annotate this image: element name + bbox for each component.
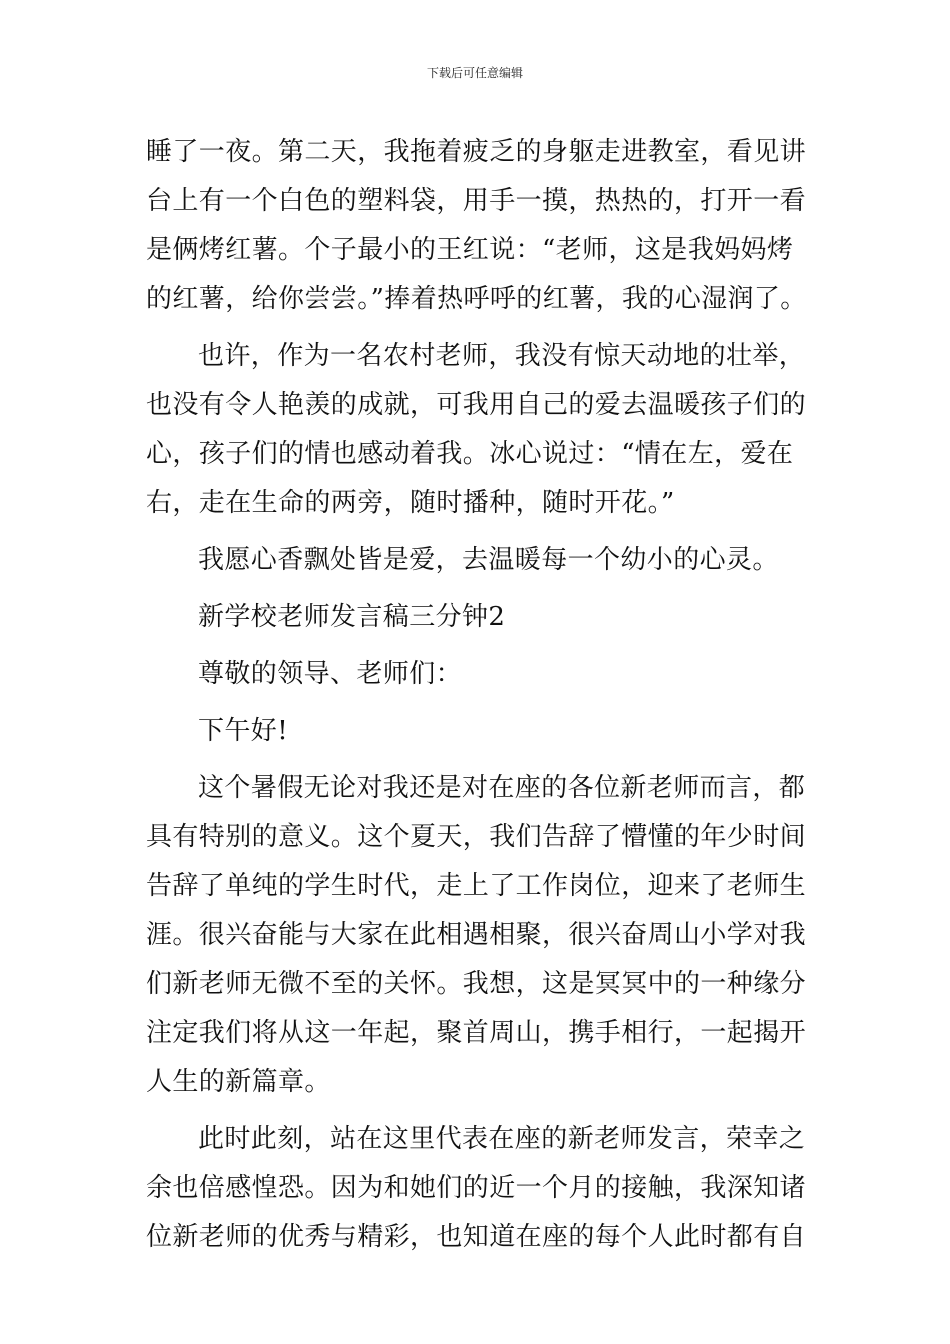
paragraph-line: 的红薯，给你尝尝。”捧着热呼呼的红薯，我的心湿润了。 bbox=[146, 284, 807, 314]
paragraph-line: 也许，作为一名农村老师，我没有惊天动地的壮举， bbox=[198, 341, 806, 371]
salutation: 尊敬的领导、老师们： bbox=[198, 659, 463, 689]
paragraph-line: 位新老师的优秀与精彩，也知道在座的每个人此时都有自 bbox=[146, 1222, 807, 1252]
document-body bbox=[146, 128, 806, 1262]
paragraph-line: 这个暑假无论对我还是对在座的各位新老师而言，都 bbox=[198, 773, 806, 803]
paragraph-line: 告辞了单纯的学生时代，走上了工作岗位，迎来了老师生 bbox=[146, 871, 807, 901]
greeting: 下午好! bbox=[198, 716, 289, 746]
paragraph-line: 我愿心香飘处皆是爱，去温暖每一个幼小的心灵。 bbox=[198, 545, 779, 575]
paragraph-line: 人生的新篇章。 bbox=[146, 1067, 331, 1097]
paragraph-line: 注定我们将从这一年起，聚首周山，携手相行，一起揭开 bbox=[146, 1018, 807, 1048]
paragraph-line: 心，孩子们的情也感动着我。冰心说过：“情在左，爱在 bbox=[146, 439, 794, 469]
section-title: 新学校老师发言稿三分钟2 bbox=[198, 602, 506, 632]
paragraph-line: 睡了一夜。第二天，我拖着疲乏的身躯走进教室，看见讲 bbox=[146, 137, 807, 167]
paragraph-line: 具有特别的意义。这个夏天，我们告辞了懵懂的年少时间 bbox=[146, 822, 807, 852]
paragraph-line: 台上有一个白色的塑料袋，用手一摸，热热的，打开一看 bbox=[146, 186, 807, 216]
paragraph-line: 是俩烤红薯。个子最小的王红说：“老师，这是我妈妈烤 bbox=[146, 235, 794, 265]
paragraph-line: 余也倍感惶恐。因为和她们的近一个月的接触，我深知诸 bbox=[146, 1173, 807, 1203]
paragraph-line: 们新老师无微不至的关怀。我想，这是冥冥中的一种缘分 bbox=[146, 969, 807, 999]
paragraph-line: 也没有令人艳羡的成就，可我用自己的爱去温暖孩子们的 bbox=[146, 390, 807, 420]
paragraph-line: 此时此刻，站在这里代表在座的新老师发言，荣幸之 bbox=[198, 1124, 806, 1154]
page-header: 下载后可任意编辑 bbox=[426, 66, 523, 80]
paragraph-line: 右，走在生命的两旁，随时播种，随时开花。” bbox=[146, 488, 675, 518]
paragraph-line: 涯。很兴奋能与大家在此相遇相聚，很兴奋周山小学对我 bbox=[146, 920, 807, 950]
